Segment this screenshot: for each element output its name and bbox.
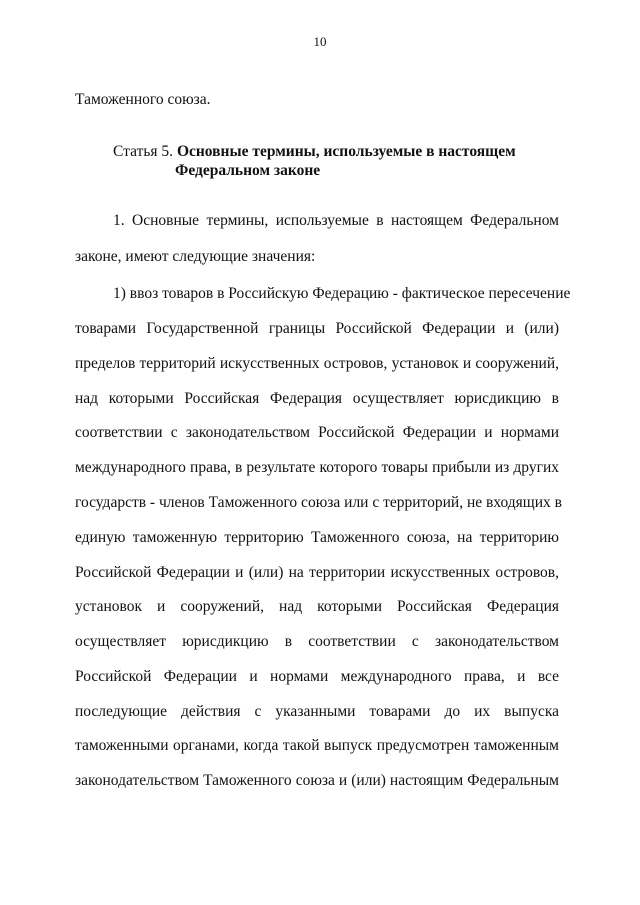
body-line: 1. Основные термины, используемые в настоящем Федеральном — [113, 212, 559, 229]
previous-paragraph-fragment: Таможенного союза. — [75, 91, 211, 108]
page-number: 10 — [313, 34, 327, 49]
body-line: над которыми Российская Федерация осуществляет юрисдикцию в — [75, 390, 559, 407]
body-line: пределов территорий искусственных островов, установок и сооружений, — [75, 355, 559, 372]
body-line: государств - членов Таможенного союза или с территорий, не входящих в — [75, 494, 562, 511]
body-line: законодательством Таможенного союза и (или) настоящим Федеральным — [75, 772, 559, 789]
body-line: установок и сооружений, над которыми Российская Федерация — [75, 598, 559, 615]
body-line: 1) ввоз товаров в Российскую Федерацию - фактическое пересечение — [113, 285, 571, 302]
body-line: единую таможенную территорию Таможенного союза, на территорию — [75, 529, 559, 546]
body-line: Российской Федерации и (или) на территории искусственных островов, — [75, 564, 559, 581]
article-heading — [113, 143, 516, 161]
body-line: товарами Государственной границы Российской Федерации и (или) — [75, 320, 559, 337]
body-line: международного права, в результате которого товары прибыли из других — [75, 459, 559, 476]
body-line: Российской Федерации и нормами международного права, и все — [75, 668, 559, 685]
body-line: таможенными органами, когда такой выпуск предусмотрен таможенным — [75, 737, 559, 754]
body-line: законе, имеют следующие значения: — [75, 248, 316, 265]
article-title-line-2: Федеральном законе — [175, 162, 321, 179]
article-number: Статья 5. — [113, 143, 174, 160]
article-title-line-1: Основные термины, используемые в настоящем — [176, 143, 516, 160]
body-line: осуществляет юрисдикцию в соответствии с законодательством — [75, 633, 559, 650]
body-line: соответствии с законодательством Российской Федерации и нормами — [75, 424, 559, 441]
body-line: последующие действия с указанными товарами до их выпуска — [75, 703, 559, 720]
